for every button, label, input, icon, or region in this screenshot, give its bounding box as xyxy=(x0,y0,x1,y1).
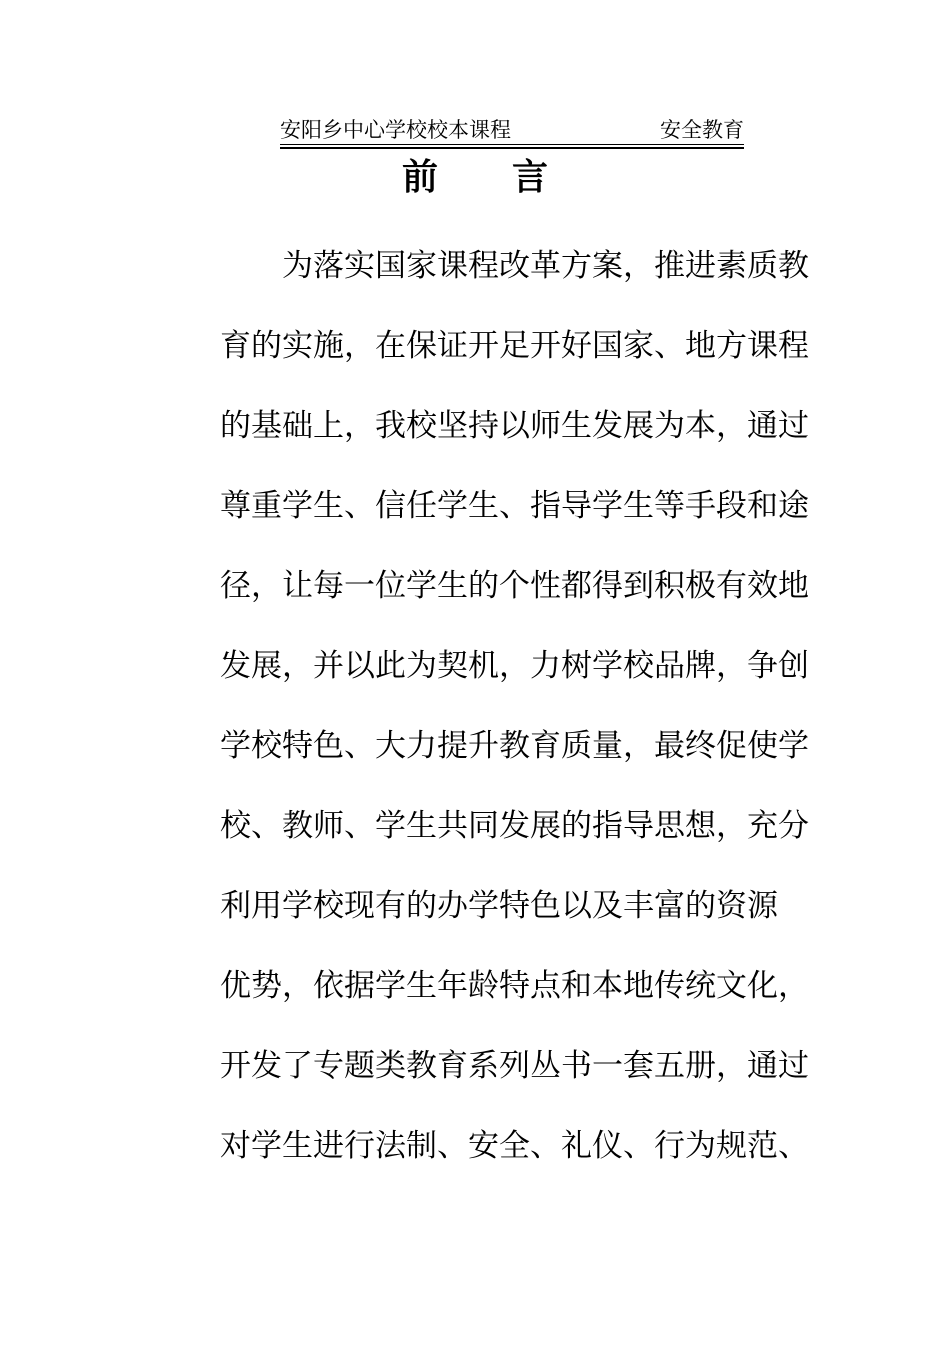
paragraph-line: 发展，并以此为契机，力树学校品牌，争创 xyxy=(220,648,809,684)
header-rule-thick xyxy=(280,147,744,149)
header-subject: 安全教育 xyxy=(660,118,744,142)
header-rule-thin xyxy=(280,144,744,145)
paragraph-line: 径，让每一位学生的个性都得到积极有效地 xyxy=(220,568,809,604)
paragraph-line: 尊重学生、信任学生、指导学生等手段和途 xyxy=(220,488,809,524)
paragraph-line: 对学生进行法制、安全、礼仪、行为规范、 xyxy=(220,1128,809,1164)
paragraph-line: 优势，依据学生年龄特点和本地传统文化， xyxy=(220,968,809,1004)
paragraph-line: 校、教师、学生共同发展的指导思想，充分 xyxy=(220,808,809,844)
paragraph-line: 育的实施，在保证开足开好国家、地方课程 xyxy=(220,328,809,364)
paragraph-line: 学校特色、大力提升教育质量，最终促使学 xyxy=(220,728,809,764)
page-title xyxy=(0,156,950,200)
paragraph-line: 为落实国家课程改革方案，推进素质教 xyxy=(282,248,809,284)
title-char-1: 前 xyxy=(401,157,438,198)
paragraph-line: 的基础上，我校坚持以师生发展为本，通过 xyxy=(220,408,809,444)
header-school-course: 安阳乡中心学校校本课程 xyxy=(280,118,511,142)
running-header xyxy=(280,116,744,144)
title-char-2: 言 xyxy=(512,157,549,198)
paragraph-line: 开发了专题类教育系列丛书一套五册，通过 xyxy=(220,1048,809,1084)
paragraph-line: 利用学校现有的办学特色以及丰富的资源 xyxy=(220,888,778,924)
